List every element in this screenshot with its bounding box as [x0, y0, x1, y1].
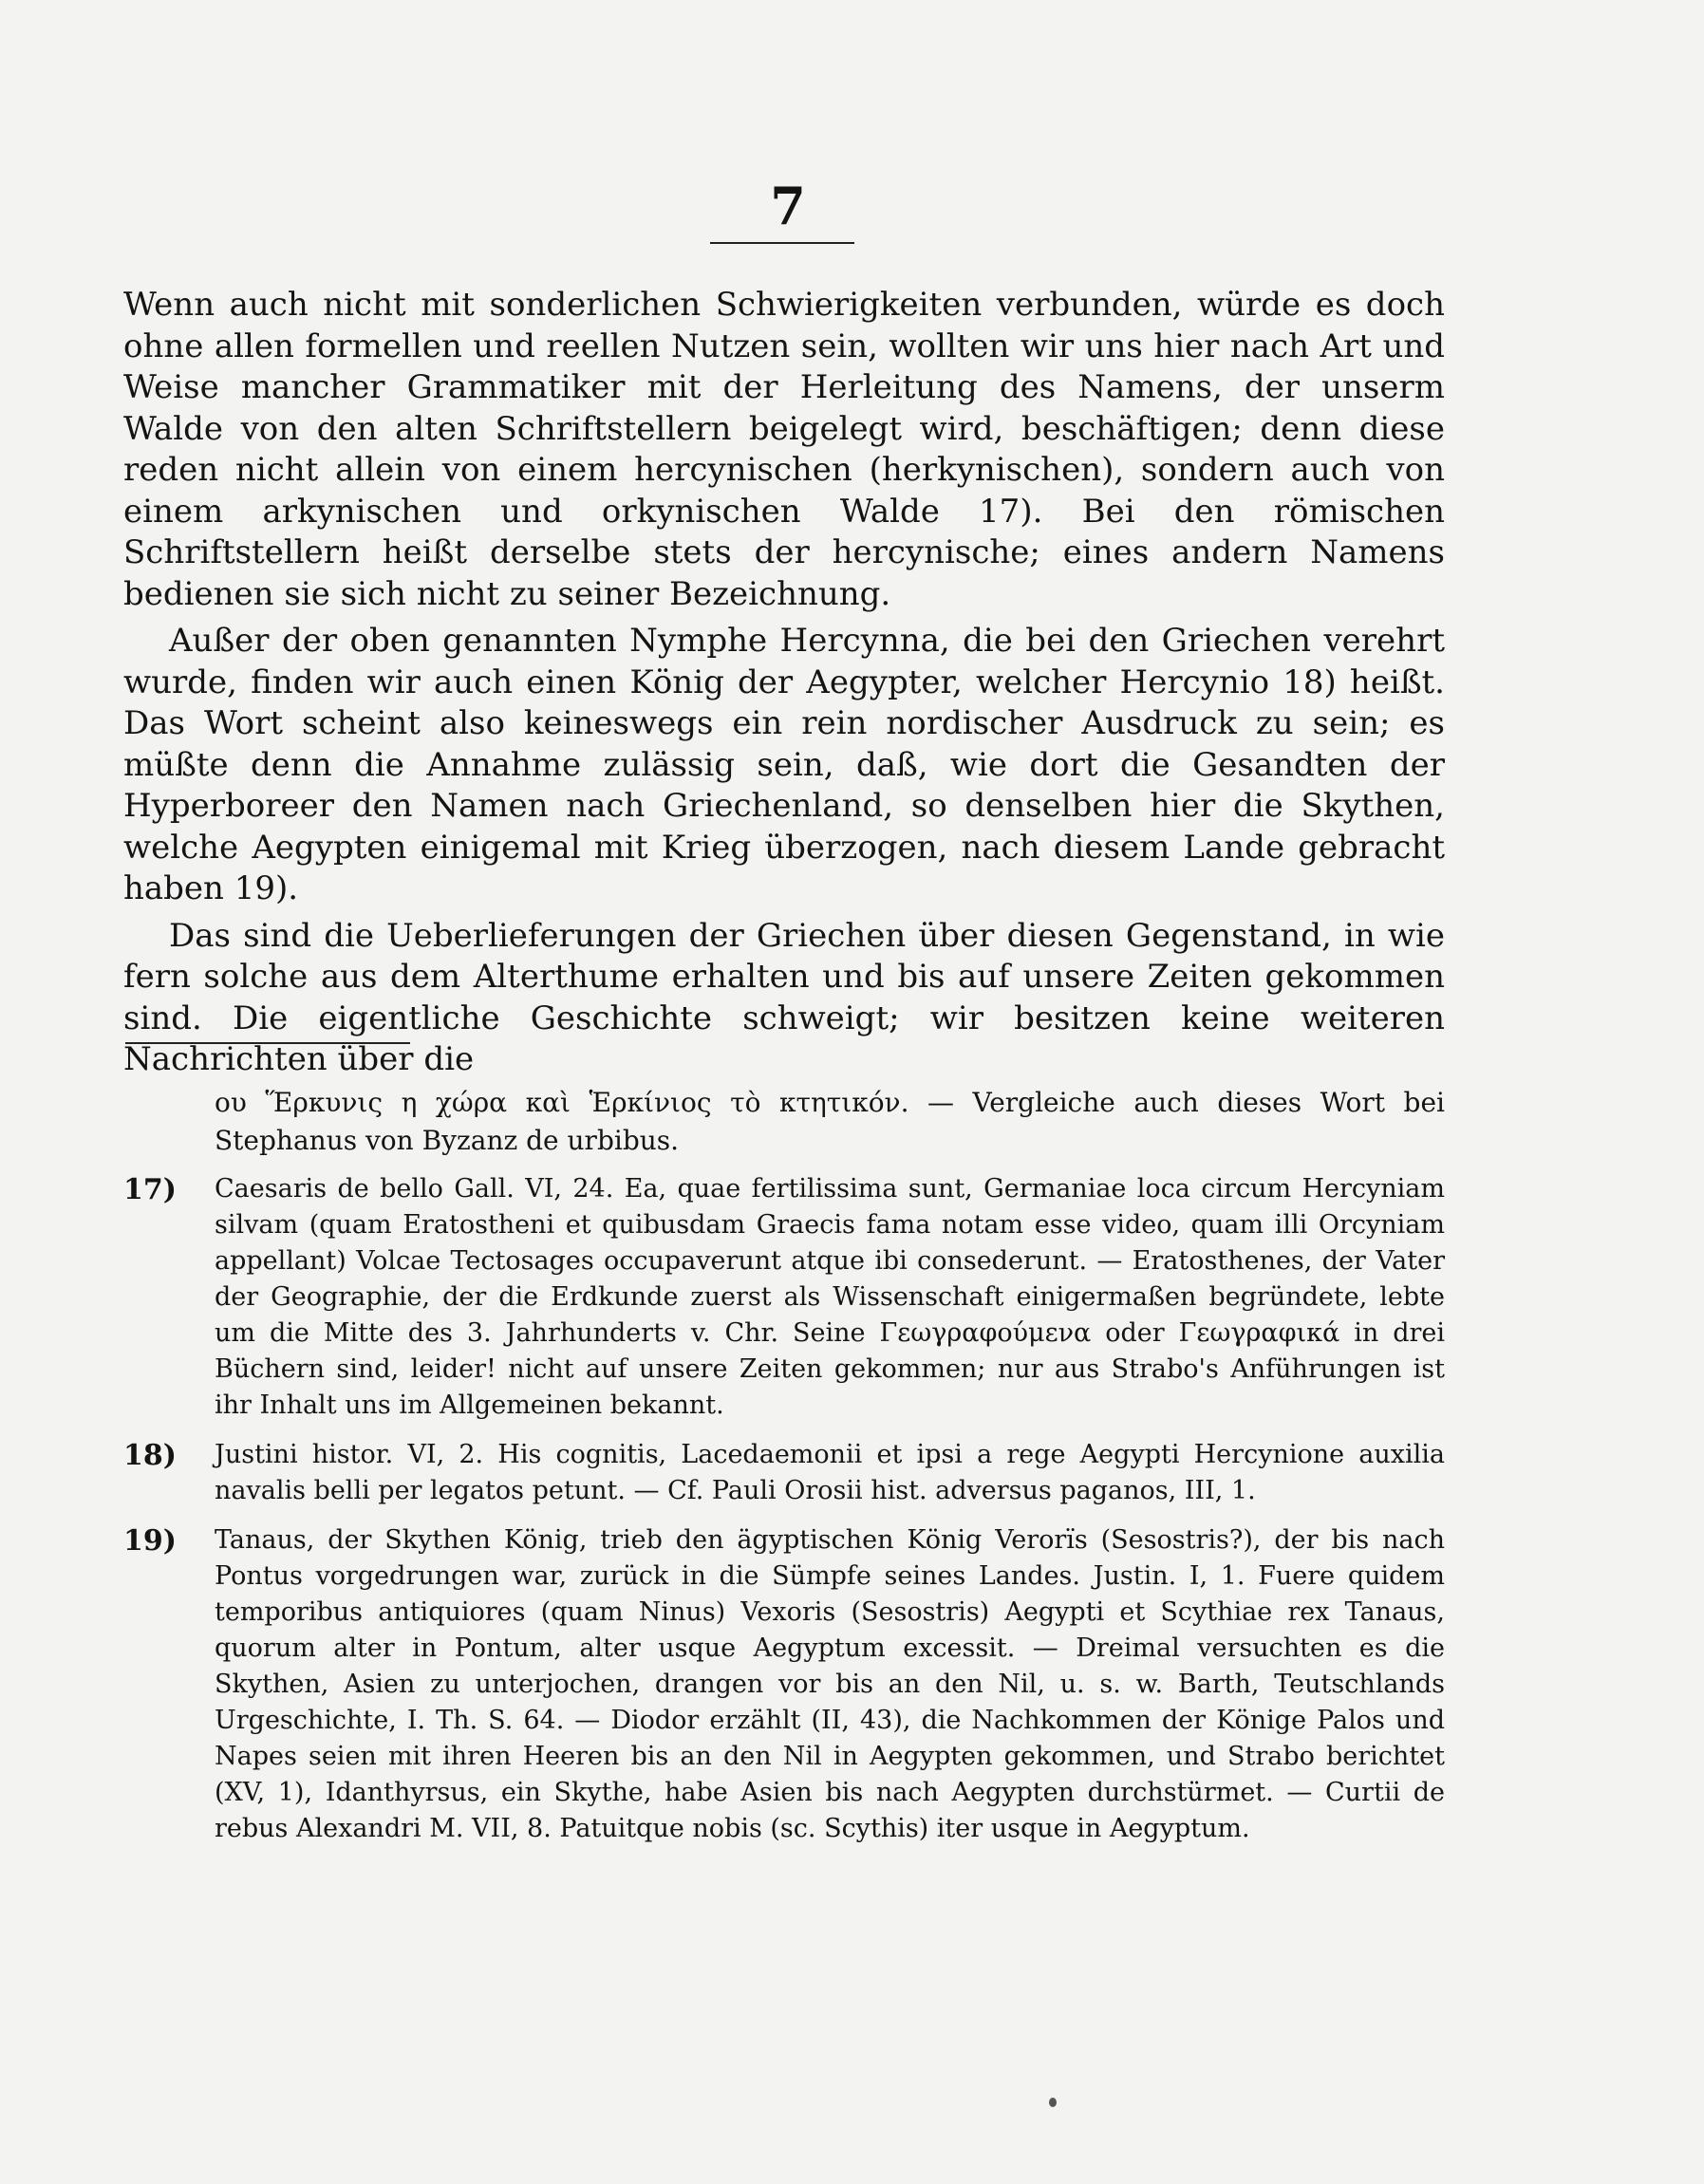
- paragraph-2: Außer der oben genannten Nymphe Hercynna, die bei den Griechen verehrt wurde, finden wir auch einen König der Aegypter, welcher Hercynio 18) heißt. Das Wort scheint also keineswegs ein rein nordischer Ausdruck zu sein; es müßte denn die Annahme zulässig sein, daß, wie dort die Gesandten der Hyperboreer den Namen nach Griechenland, so denselben hier die Skythen, welche Aegypten einigemal mit Krieg überzogen, nach diesem Lande gebracht haben 19).: [123, 622, 1445, 907]
- footnote-text: Tanaus, der Skythen König, trieb den ägyptischen König Verorïs (Sesostris?), der bis nach Pontus vorgedrungen war, zurück in die Sümpfe seines Landes. Justin. I, 1. Fuere quidem temporibus antiquiores (quam Ninus) Vexoris (Sesostris) Aegypti et Scythiae rex Tanaus, quorum alter in Pontum, alter usque Aegyptum excessit. — Dreimal versuchten es die Skythen, Asien zu unterjochen, drangen vor bis an den Nil, u. s. w. Barth, Teutschlands Urgeschichte, I. Th. S. 64. — Diodor erzählt (II, 43), die Nachkommen der Könige Palos und Napes seien mit ihren Heeren bis an den Nil in Aegypten gekommen, und Strabo berichtet (XV, 1), Idanthyrsus, ein Skythe, habe Asien bis nach Aegypten durchstürmet. — Curtii de rebus Alexandri M. VII, 8. Patuitque nobis (sc. Scythis) iter usque in Aegyptum.: [215, 1525, 1445, 1843]
- ink-dot: [1049, 2098, 1057, 2107]
- page-number: 7: [770, 176, 806, 236]
- page-number-rule: [710, 242, 854, 244]
- footnote-18: [123, 1437, 1445, 1509]
- footnote-text: Justini histor. VI, 2. His cognitis, Lacedaemonii et ipsi a rege Aegypti Hercynione auxilia navalis belli per legatos petunt. — Cf. Pauli Orosii hist. adversus paganos, III, 1.: [215, 1440, 1445, 1505]
- footnote-rule: [125, 1042, 410, 1044]
- footnote-number: 17): [123, 1173, 177, 1206]
- paragraph-3: Das sind die Ueberlieferungen der Griechen über diesen Gegenstand, in wie fern solche aus dem Alterthume erhalten und bis auf unsere Zeiten gekommen sind. Die eigentliche Geschichte schweigt; wir besitzen keine weiteren Nachrichten über die: [123, 916, 1445, 1078]
- footnote-number: 19): [123, 1524, 177, 1558]
- footnote-continuation: ου Ἕρκυνις η χώρα καὶ Ἑρκίνιος τὸ κτητικόν. — Vergleiche auch dieses Wort bei Stephanus von Byzanz de urbibus.: [215, 1087, 1445, 1156]
- footnote-number: 18): [123, 1439, 177, 1472]
- footnotes: [123, 1084, 1445, 1860]
- paragraph-1: Wenn auch nicht mit sonderlichen Schwierigkeiten verbunden, würde es doch ohne allen formellen und reellen Nutzen sein, wollten wir uns hier nach Art und Weise mancher Grammatiker mit der Herleitung des Namens, der unserm Walde von den alten Schriftstellern beigelegt wird, beschäftigen; denn diese reden nicht allein von einem hercynischen (herkynischen), sondern auch von einem arkynischen und orkynischen Walde 17). Bei den römischen Schriftstellern heißt derselbe stets der hercynische; eines andern Namens bedienen sie sich nicht zu seiner Bezeichnung.: [123, 286, 1445, 613]
- footnote-19: [123, 1522, 1445, 1847]
- main-text: [123, 285, 1445, 1087]
- footnote-text: Caesaris de bello Gall. VI, 24. Ea, quae fertilissima sunt, Germaniae loca circum Hercyniam silvam (quam Eratostheni et quibusdam Graecis fama notam esse video, quam illi Orcyniam appellant) Volcae Tectosages occupaverunt atque ibi consederunt. — Eratosthenes, der Vater der Geographie, der die Erdkunde zuerst als Wissenschaft einigermaßen begründete, lebte um die Mitte des 3. Jahrhunderts v. Chr. Seine Γεωγραφούμενα oder Γεωγραφικά in drei Büchern sind, leider! nicht auf unsere Zeiten gekommen; nur aus Strabo's Anführungen ist ihr Inhalt uns im Allgemeinen bekannt.: [215, 1174, 1445, 1420]
- footnote-17: [123, 1171, 1445, 1424]
